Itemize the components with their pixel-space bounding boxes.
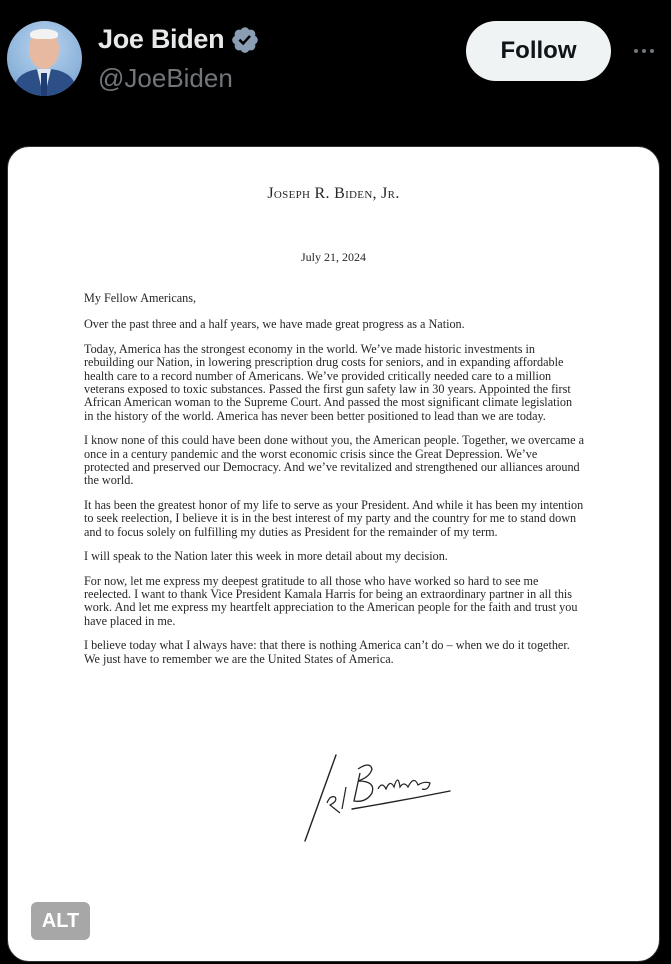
alt-text-button[interactable]: ALT — [31, 902, 90, 940]
letter-paragraph: For now, let me express my deepest gratitude to all those who have worked so hard to see me reelected. I want to thank Vice President Kamala Harris for being an extraordinary partner in all this work. And let me express my heartfelt appreciation to the American people for the faith and trust you have placed in me. — [84, 573, 578, 628]
verified-badge-icon[interactable] — [230, 25, 260, 55]
author-display-name[interactable]: Joe Biden — [98, 24, 225, 54]
letter-paragraph: I know none of this could have been done without you, the American people. Together, we overcame a once in a century pandemic and the worst economic crisis since the Great Depression. We’ve protected and preserved our Democracy. And we’ve revitalized and strengthened our alliances around the world. — [84, 433, 584, 488]
letter-paragraph: I will speak to the Nation later this week in more detail about my decision. — [84, 549, 448, 564]
media-image[interactable] — [7, 146, 660, 962]
author-name-row — [98, 24, 260, 55]
more-dot — [642, 49, 646, 53]
letter-date: July 21, 2024 — [300, 250, 366, 264]
letter-salutation: My Fellow Americans, — [84, 291, 197, 305]
handwritten-signature — [300, 751, 470, 845]
avatar-tie — [41, 73, 47, 96]
letter-document — [8, 147, 659, 961]
letter-paragraph: Over the past three and a half years, we have made great progress as a Nation. — [84, 317, 465, 332]
author-handle[interactable]: @JoeBiden — [98, 63, 233, 93]
letter-paragraph: Today, America has the strongest economy in the world. We’ve made historic investments in rebuilding our Nation, in lowering prescription drug costs for seniors, and in expanding affordable health care to a record number of Americans. We’ve provided critically needed care to a million veterans exposed to toxic substances. Passed the first gun safety law in 30 years. Appointed the first African American woman to the Supreme Court. And passed the most significant climate legislation in the history of the world. America has never been better positioned to lead than we are today. — [84, 341, 573, 423]
more-dot — [634, 49, 638, 53]
more-dot — [650, 49, 654, 53]
follow-button[interactable]: Follow — [466, 21, 611, 81]
avatar-hair — [30, 29, 58, 39]
letter-paragraph: I believe today what I always have: that there is nothing America can’t do – when we do it together. We just have to remember we are the United States of America. — [84, 638, 570, 666]
letter-body — [84, 292, 584, 677]
letter-paragraph: It has been the greatest honor of my life to serve as your President. And while it has been my intention to seek reelection, I believe it is in the best interest of my party and the country for me to stand down and to focus solely on fulfilling my duties as President for the remainder of my term. — [84, 497, 584, 539]
avatar[interactable] — [7, 21, 82, 96]
more-options-icon[interactable] — [628, 36, 660, 66]
letterhead: Joseph R. Biden, Jr. — [267, 185, 400, 202]
